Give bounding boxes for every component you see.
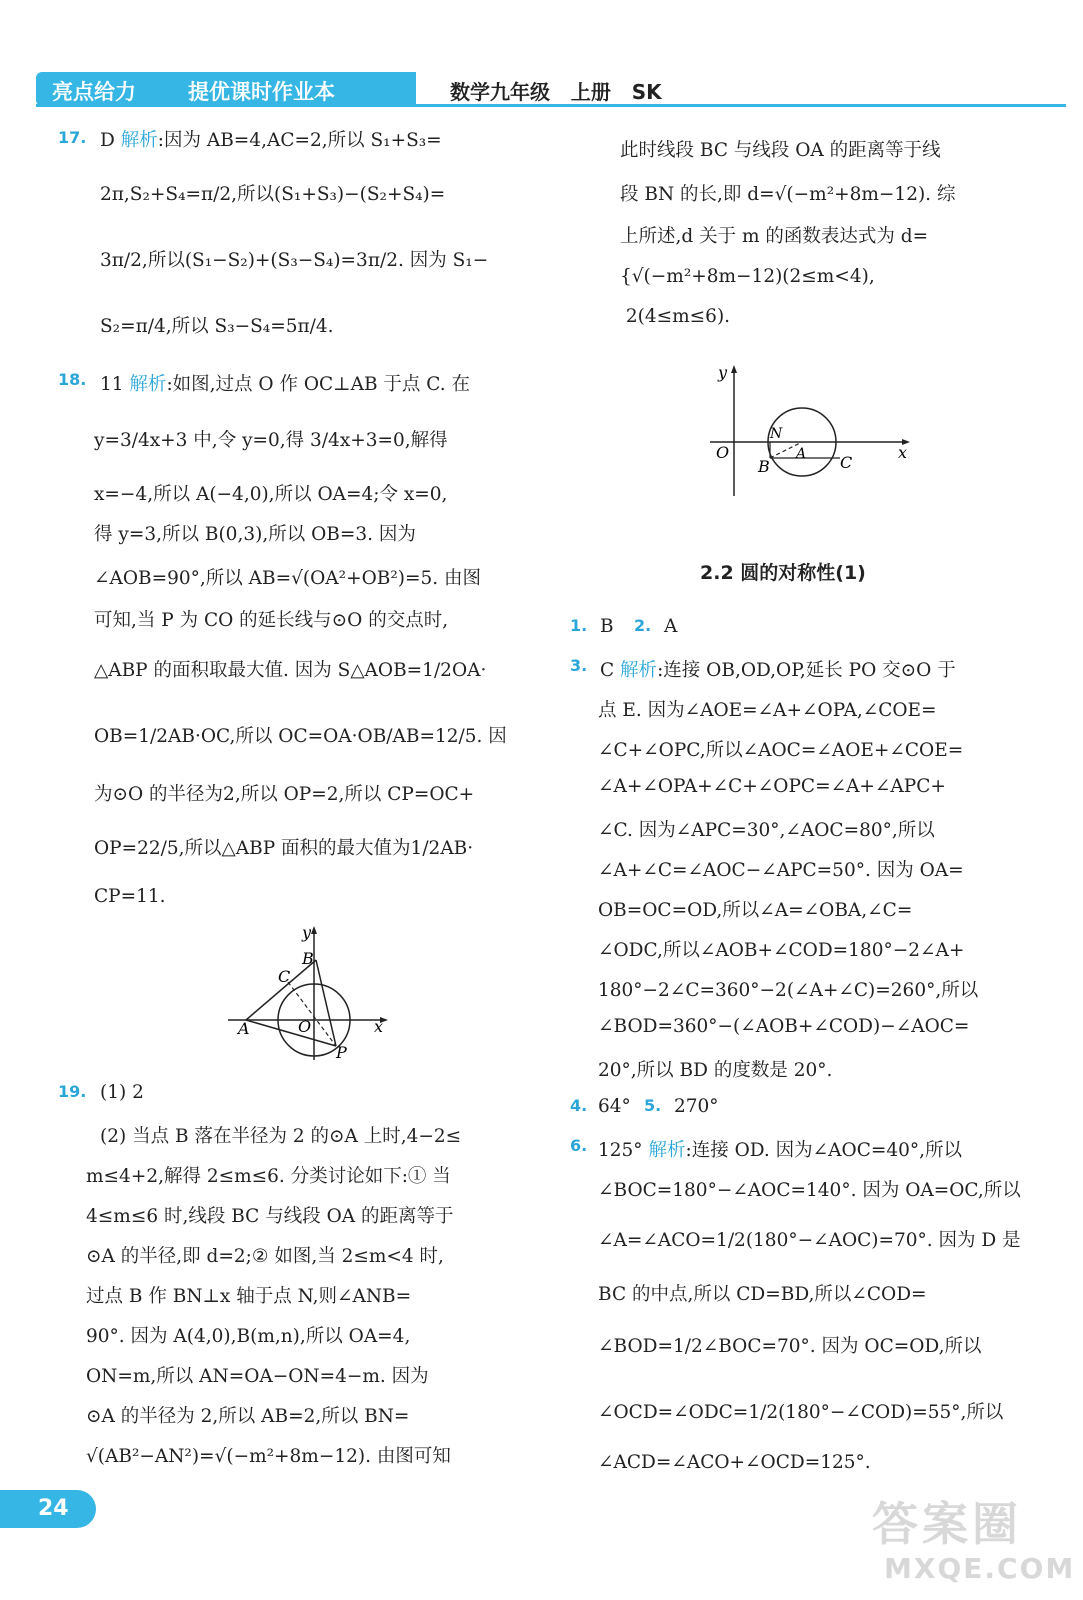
q18-line-2: y=3/4x+3 中,令 y=0,得 3/4x+3=0,解得 [94,430,448,451]
brand-name: 亮点给力 [52,80,136,104]
fig19-label-x: x [898,443,908,462]
q18-line-8: OB=1/2AB·OC,所以 OC=OA·OB/AB=12/5. 因 [94,726,507,747]
q6-number: 6. [570,1136,588,1155]
q6-line-4: BC 的中点,所以 CD=BD,所以∠COD= [598,1284,927,1305]
watermark-logo: 答案圈 [872,1497,1022,1551]
fig19-label-n: N [770,426,783,442]
fig19-label-c: C [840,453,853,472]
q3-line-9: 180°−2∠C=360°−2(∠A+∠C)=260°,所以 [598,980,979,1001]
q19-line-7: 90°. 因为 A(4,0),B(m,n),所以 OA=4, [86,1326,411,1347]
q19-cont-line-2: 段 BN 的长,即 d=√(−m²+8m−12). 综 [620,184,956,205]
q19-line-5: ⊙A 的半径,即 d=2;② 如图,当 2≤m<4 时, [86,1246,444,1267]
q19-line-1: (1) 2 [100,1082,144,1103]
q18-line-4: 得 y=3,所以 B(0,3),所以 OB=3. 因为 [94,524,416,545]
fig18-label-b: B [302,949,314,968]
q6-line-7: ∠ACD=∠ACO+∠OCD=125°. [598,1452,871,1473]
q3-line-3: ∠C+∠OPC,所以∠AOC=∠AOE+∠COE= [598,740,964,761]
fig18-label-o: O [298,1017,312,1036]
fig18-label-x: x [374,1017,384,1036]
analysis-label: 解析 [129,374,167,395]
book-name: 提优课时作业本 [188,80,335,104]
fig18-label-a: A [238,1019,250,1038]
q19-line-10: √(AB²−AN²)=√(−m²+8m−12). 由图可知 [86,1446,451,1467]
q6-line-1: 125° 解析:连接 OD. 因为∠AOC=40°,所以 [598,1140,963,1161]
q1-answer: B [600,616,614,637]
q3-line-5: ∠C. 因为∠APC=30°,∠AOC=80°,所以 [598,820,935,841]
q17-line-4: S₂=π/4,所以 S₃−S₄=5π/4. [100,316,334,337]
q5-number: 5. [644,1096,662,1115]
q3-line-2: 点 E. 因为∠AOE=∠A+∠OPA,∠COE= [598,700,937,721]
section-title: 2.2 圆的对称性(1) [700,562,866,584]
q17-number: 17. [58,128,87,147]
fig19-label-y: y [718,363,728,382]
q18-line-5: ∠AOB=90°,所以 AB=√(OA²+OB²)=5. 由图 [94,568,482,589]
q19-line-6: 过点 B 作 BN⊥x 轴于点 N,则∠ANB= [86,1286,412,1307]
fig18-label-c: C [278,967,291,986]
q6-line-3: ∠A=∠ACO=1/2(180°−∠AOC)=70°. 因为 D 是 [598,1230,1021,1251]
q19-line-8: ON=m,所以 AN=OA−ON=4−m. 因为 [86,1366,429,1387]
q3-line-6: ∠A+∠C=∠AOC−∠APC=50°. 因为 OA= [598,860,964,881]
watermark-url: MXQE.COM [884,1552,1076,1585]
figure-18 [226,924,396,1064]
q3-line-8: ∠ODC,所以∠AOB+∠COD=180°−2∠A+ [598,940,965,961]
q19-cont-line-4: {√(−m²+8m−12)(2≤m<4), [620,266,875,287]
fig18-label-p: P [336,1043,347,1062]
q17-line-1: D 解析:因为 AB=4,AC=2,所以 S₁+S₃= [100,130,442,151]
header-tab [36,72,416,106]
analysis-label: 解析 [120,130,158,151]
q3-number: 3. [570,656,588,675]
q3-line-10: ∠BOD=360°−(∠AOB+∠COD)−∠AOC= [598,1016,970,1037]
q19-line-2: (2) 当点 B 落在半径为 2 的⊙A 上时,4−2≤ [100,1126,462,1147]
q18-line-11: CP=11. [94,886,166,907]
subject-label: 数学九年级 上册 SK [450,80,662,104]
q19-cont-line-3: 上所述,d 关于 m 的函数表达式为 d= [620,226,929,247]
q3-line-4: ∠A+∠OPA+∠C+∠OPC=∠A+∠APC+ [598,776,946,797]
q19-cont-line-1: 此时线段 BC 与线段 OA 的距离等于线 [620,140,941,161]
q3-line-1: C 解析:连接 OB,OD,OP,延长 PO 交⊙O 于 [600,660,956,681]
q18-number: 18. [58,370,87,389]
q18-line-1: 11 解析:如图,过点 O 作 OC⊥AB 于点 C. 在 [100,374,471,395]
q4-number: 4. [570,1096,588,1115]
q18-line-6: 可知,当 P 为 CO 的延长线与⊙O 的交点时, [94,610,449,631]
q19-line-9: ⊙A 的半径为 2,所以 AB=2,所以 BN= [86,1406,410,1427]
fig19-label-a: A [796,446,807,462]
q19-cont-line-5: 2(4≤m≤6). [620,306,731,327]
q6-line-2: ∠BOC=180°−∠AOC=140°. 因为 OA=OC,所以 [598,1180,1021,1201]
q3-line-7: OB=OC=OD,所以∠A=∠OBA,∠C= [598,900,913,921]
page-number: 24 [38,1496,69,1521]
q3-line-11: 20°,所以 BD 的度数是 20°. [598,1060,833,1081]
fig19-label-o: O [716,443,730,462]
q2-number: 2. [634,616,652,635]
q18-line-7: △ABP 的面积取最大值. 因为 S△AOB=1/2OA· [94,660,487,681]
q17-line-3: 3π/2,所以(S₁−S₂)+(S₃−S₄)=3π/2. 因为 S₁− [100,250,489,271]
q1-number: 1. [570,616,588,635]
site-watermark [858,1488,1078,1596]
q19-line-4: 4≤m≤6 时,线段 BC 与线段 OA 的距离等于 [86,1206,454,1227]
analysis-label: 解析 [620,660,658,681]
fig18-label-y: y [302,924,312,942]
q19-number: 19. [58,1082,87,1101]
fig19-label-b: B [758,457,770,476]
q19-line-3: m≤4+2,解得 2≤m≤6. 分类讨论如下:① 当 [86,1166,451,1187]
q5-answer: 270° [674,1096,719,1117]
figure-19 [708,362,918,502]
q4-answer: 64° [598,1096,631,1117]
q18-line-3: x=−4,所以 A(−4,0),所以 OA=4;令 x=0, [94,484,448,505]
q6-line-5: ∠BOD=1/2∠BOC=70°. 因为 OC=OD,所以 [598,1336,982,1357]
page-number-tab [0,1490,96,1528]
page-header [30,66,1070,108]
analysis-label: 解析 [648,1140,686,1161]
q2-answer: A [664,616,678,637]
q18-line-9: 为⊙O 的半径为2,所以 OP=2,所以 CP=OC+ [94,784,475,805]
q17-line-2: 2π,S₂+S₄=π/2,所以(S₁+S₃)−(S₂+S₄)= [100,184,446,205]
q18-line-10: OP=22/5,所以△ABP 面积的最大值为1/2AB· [94,838,474,859]
q6-line-6: ∠OCD=∠ODC=1/2(180°−∠COD)=55°,所以 [598,1402,1004,1423]
